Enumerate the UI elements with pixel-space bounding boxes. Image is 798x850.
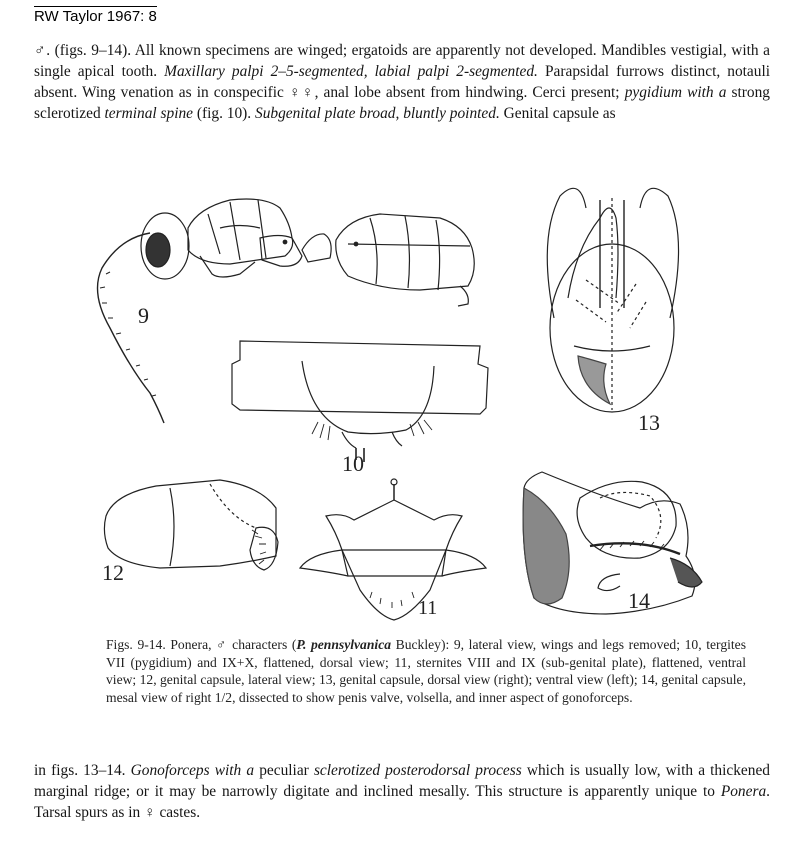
figure-drawing [80,178,760,628]
fig11-sternites [300,479,486,620]
paragraph-male-description [34,40,770,124]
italic-run: terminal spine [104,105,194,122]
fig12-genital-capsule-lateral [104,480,278,570]
page-header: RW Taylor 1967: 8 [34,8,157,25]
figure-illustrations [80,178,760,628]
figure-caption [106,636,746,706]
text-run: Genital capsule as [499,105,616,122]
italic-run: Subgenital plate broad, bluntly pointed. [255,105,500,122]
text-run: in figs. 13–14. [34,762,131,779]
text-run: . Tarsal spurs as in ♀ castes. [34,783,770,821]
fig11-label: 11 [418,597,438,619]
caption-run: Buckley): 9, lateral view, wings and legs removed; 10, tergites VII (pygidium) and IX+X, flattened, dorsal view; 11, sternites VIII and IX (sub-genital plate), flattened, ventral view; 12, genital capsule, lateral view; 13, genital capsule, dorsal view (right); ventral view (left); 14, genital capsule, mesal view of right 1/2, dissected to show penis valve, volsella, and inner aspect of gonoforceps. [106,637,746,705]
text-run: peculiar [254,762,314,779]
fig12-label: 12 [102,560,124,585]
paragraph-gonoforceps [34,760,770,823]
caption-run: Figs. 9-14. Ponera, ♂ characters ( [106,637,297,652]
fig9-lateral-view [98,199,475,423]
fig10-tergites [232,341,488,462]
italic-run: Maxillary palpi 2–5-segmented, labial palpi 2-segmented. [164,63,538,80]
text-run: (fig. 10). [193,105,255,122]
fig9-label: 9 [138,303,149,328]
fig10-label: 10 [342,451,364,476]
fig13-genital-capsule [547,188,678,412]
fig14-genital-capsule-mesal [523,472,702,614]
text-run: ♂. (figs. 9–14). All known specimens are winged; ergatoids are apparently not developed. Mandibles vestigial, with a single apical tooth. [34,42,770,80]
text-run: Parapsidal furrows distinct, notauli absent. Wing venation as in conspecific ♀♀, anal lobe absent from hindwing. Cerci present; [34,63,771,101]
italic-run: pygidium with a [624,84,727,101]
fig14-label: 14 [628,588,650,613]
text-run: which is usually low, with a thickened marginal ridge; or it may be narrowly digitate and inclined mesally. This structure is apparently unique to [34,762,770,800]
italic-run: Gonoforceps with a [130,762,255,779]
text-run: strong sclerotized [34,84,770,122]
italic-run: Ponera [720,783,767,800]
fig13-label: 13 [638,410,660,435]
caption-italic-run: P. pennsylvanica [296,637,392,652]
italic-run: sclerotized posterodorsal process [313,762,522,779]
